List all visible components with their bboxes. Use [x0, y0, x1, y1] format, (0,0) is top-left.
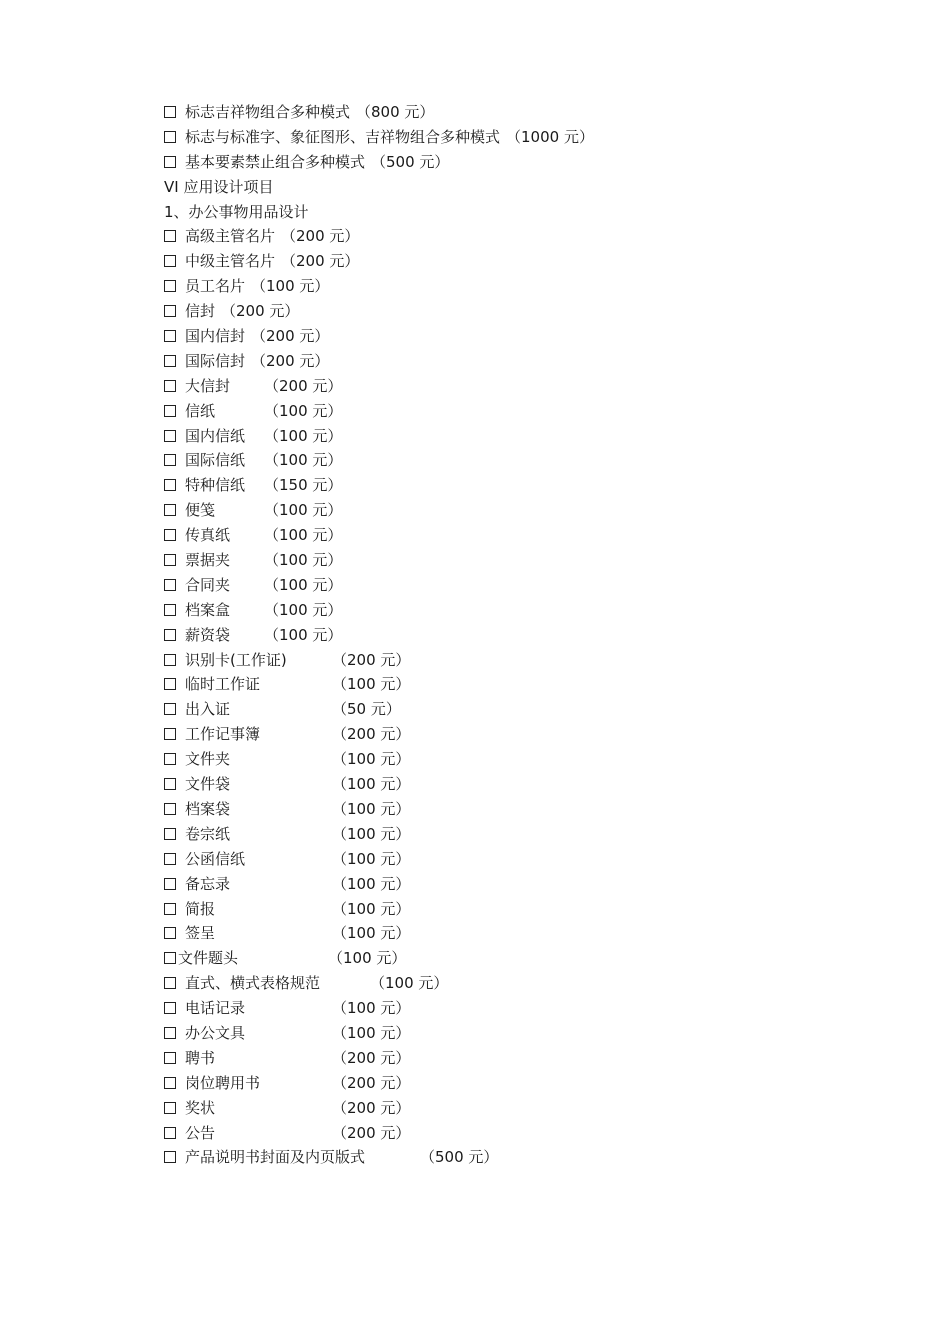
checkbox[interactable]	[164, 1102, 176, 1114]
item-price: （100 元）	[264, 526, 343, 545]
checklist-item	[164, 224, 924, 249]
item-price: （100 元）	[264, 451, 343, 470]
checkbox[interactable]	[164, 1077, 176, 1089]
checklist-item	[164, 523, 924, 548]
section-heading: VI 应用设计项目	[164, 177, 274, 196]
item-price: （100 元）	[332, 849, 411, 868]
item-price: （100 元）	[328, 949, 407, 968]
checkbox[interactable]	[164, 629, 176, 641]
item-label: 特种信纸	[185, 476, 246, 495]
item-price: （100 元）	[332, 874, 411, 893]
item-label: 识别卡(工作证)	[185, 650, 287, 669]
checklist-item	[164, 473, 924, 498]
item-price: （100 元）	[251, 277, 330, 296]
checkbox[interactable]	[164, 479, 176, 491]
checklist-item	[164, 897, 924, 922]
item-price: （200 元）	[332, 725, 411, 744]
checkbox[interactable]	[164, 803, 176, 815]
checklist-item	[164, 772, 924, 797]
checklist-item	[164, 249, 924, 274]
item-label: 备忘录	[185, 874, 231, 893]
item-label: 档案袋	[185, 799, 231, 818]
item-price: （200 元）	[281, 252, 360, 271]
checkbox[interactable]	[164, 330, 176, 342]
checklist-item	[164, 150, 924, 175]
item-price: （200 元）	[332, 1098, 411, 1117]
checkbox[interactable]	[164, 454, 176, 466]
item-price: （200 元）	[221, 302, 300, 321]
item-label: 文件夹	[185, 750, 231, 769]
item-label: 基本要素禁止组合多种模式	[185, 152, 366, 171]
item-price: （200 元）	[332, 1073, 411, 1092]
checklist-item	[164, 374, 924, 399]
checkbox[interactable]	[164, 405, 176, 417]
item-price: （100 元）	[332, 675, 411, 694]
checklist-item	[164, 573, 924, 598]
item-label: 卷宗纸	[185, 824, 231, 843]
item-label: 产品说明书封面及内页版式	[185, 1148, 366, 1167]
item-label: 国内信封	[185, 327, 246, 346]
checkbox[interactable]	[164, 156, 176, 168]
checklist-item	[164, 822, 924, 847]
item-label: 标志吉祥物组合多种模式	[185, 103, 351, 121]
item-label: 传真纸	[185, 526, 231, 545]
item-price: （100 元）	[370, 974, 449, 993]
checkbox[interactable]	[164, 1002, 176, 1014]
item-label: 临时工作证	[185, 675, 261, 694]
checklist-item	[164, 100, 924, 125]
checklist-item	[164, 299, 924, 324]
item-label: 简报	[185, 899, 216, 918]
item-label: 信纸	[185, 401, 216, 420]
checkbox[interactable]	[164, 230, 176, 242]
checkbox[interactable]	[164, 280, 176, 292]
item-price: （1000 元）	[506, 127, 594, 146]
checklist-item	[164, 448, 924, 473]
checklist-item	[164, 424, 924, 449]
checkbox[interactable]	[164, 504, 176, 516]
checklist-item	[164, 921, 924, 946]
checkbox[interactable]	[164, 703, 176, 715]
checkbox[interactable]	[164, 554, 176, 566]
checkbox[interactable]	[164, 728, 176, 740]
checkbox[interactable]	[164, 131, 176, 143]
item-label: 直式、横式表格规范	[185, 974, 321, 993]
item-price: （100 元）	[332, 775, 411, 794]
checkbox[interactable]	[164, 853, 176, 865]
item-label: 电话记录	[185, 999, 246, 1018]
item-label: 薪资袋	[185, 625, 231, 644]
item-price: （200 元）	[251, 327, 330, 346]
checklist-item	[164, 1121, 924, 1146]
checklist-item	[164, 399, 924, 424]
item-price: （200 元）	[332, 650, 411, 669]
item-label: 公函信纸	[185, 849, 246, 868]
item-price: （150 元）	[264, 476, 343, 495]
checklist-item	[164, 847, 924, 872]
checkbox[interactable]	[164, 927, 176, 939]
item-price: （100 元）	[264, 575, 343, 594]
item-price: （200 元）	[281, 227, 360, 246]
item-price: （100 元）	[264, 600, 343, 619]
checklist-item	[164, 349, 924, 374]
checklist-item	[164, 125, 924, 150]
checklist-item	[164, 722, 924, 747]
item-price: （100 元）	[332, 824, 411, 843]
checklist-item	[164, 623, 924, 648]
item-label: 聘书	[185, 1048, 216, 1067]
item-label: 合同夹	[185, 575, 231, 594]
item-label: 岗位聘用书	[185, 1073, 261, 1092]
checklist-item	[164, 946, 924, 971]
item-label: 中级主管名片	[185, 252, 276, 271]
item-label: 国际信纸	[185, 451, 246, 470]
item-price: （100 元）	[332, 899, 411, 918]
document-page	[164, 100, 924, 1170]
section-heading: 1、办公事物用品设计	[164, 202, 309, 221]
checkbox[interactable]	[164, 1027, 176, 1039]
item-price: （100 元）	[264, 501, 343, 520]
checkbox[interactable]	[164, 778, 176, 790]
checkbox[interactable]	[164, 952, 176, 964]
item-label: 公告	[185, 1123, 216, 1142]
checklist-item	[164, 1021, 924, 1046]
item-price: （100 元）	[332, 924, 411, 943]
item-price: （100 元）	[332, 1023, 411, 1042]
item-price: （200 元）	[332, 1123, 411, 1142]
checkbox[interactable]	[164, 255, 176, 267]
item-price: （100 元）	[264, 401, 343, 420]
item-label: 工作记事簿	[185, 725, 261, 744]
item-label: 国际信封	[185, 351, 246, 370]
checklist-item	[164, 598, 924, 623]
checkbox[interactable]	[164, 828, 176, 840]
item-label: 高级主管名片	[185, 227, 276, 246]
checkbox[interactable]	[164, 977, 176, 989]
item-label: 文件题头	[178, 949, 239, 968]
checkbox[interactable]	[164, 1127, 176, 1139]
checkbox[interactable]	[164, 305, 176, 317]
checklist-item	[164, 996, 924, 1021]
item-price: （200 元）	[332, 1048, 411, 1067]
item-label: 出入证	[185, 700, 231, 719]
checklist-item	[164, 872, 924, 897]
item-label: 奖状	[185, 1098, 216, 1117]
checkbox[interactable]	[164, 355, 176, 367]
item-label: 国内信纸	[185, 426, 246, 445]
checklist-item	[164, 697, 924, 722]
item-price: （500 元）	[420, 1148, 499, 1167]
checkbox[interactable]	[164, 106, 176, 118]
item-price: （100 元）	[264, 551, 343, 570]
item-price: （200 元）	[264, 376, 343, 395]
checkbox[interactable]	[164, 430, 176, 442]
checkbox[interactable]	[164, 753, 176, 765]
item-label: 信封	[185, 302, 216, 321]
item-price: （800 元）	[356, 103, 435, 121]
checklist-item	[164, 1145, 924, 1170]
item-label: 档案盒	[185, 600, 231, 619]
checkbox[interactable]	[164, 604, 176, 616]
checkbox[interactable]	[164, 678, 176, 690]
item-label: 文件袋	[185, 775, 231, 794]
checkbox[interactable]	[164, 903, 176, 915]
checklist-item	[164, 648, 924, 673]
checkbox[interactable]	[164, 529, 176, 541]
checklist-item	[164, 498, 924, 523]
checklist-item	[164, 672, 924, 697]
item-price: （50 元）	[332, 700, 401, 719]
item-label: 办公文具	[185, 1023, 246, 1042]
item-label: 票据夹	[185, 551, 231, 570]
item-label: 签呈	[185, 924, 216, 943]
checklist-item	[164, 324, 924, 349]
checkbox[interactable]	[164, 654, 176, 666]
checklist-item	[164, 747, 924, 772]
item-price: （100 元）	[332, 799, 411, 818]
checkbox[interactable]	[164, 579, 176, 591]
checklist-item	[164, 971, 924, 996]
checkbox[interactable]	[164, 878, 176, 890]
checkbox[interactable]	[164, 1151, 176, 1163]
checkbox[interactable]	[164, 380, 176, 392]
item-price: （100 元）	[332, 750, 411, 769]
checklist-item	[164, 797, 924, 822]
checklist-item	[164, 274, 924, 299]
item-price: （100 元）	[332, 999, 411, 1018]
item-label: 标志与标准字、象征图形、吉祥物组合多种模式	[185, 127, 501, 146]
checklist-item	[164, 548, 924, 573]
checklist-item	[164, 1046, 924, 1071]
item-label: 便笺	[185, 501, 216, 520]
item-label: 员工名片	[185, 277, 246, 296]
item-label: 大信封	[185, 376, 231, 395]
item-price: （200 元）	[251, 351, 330, 370]
item-price: （100 元）	[264, 625, 343, 644]
checklist-item	[164, 1071, 924, 1096]
item-price: （500 元）	[371, 152, 450, 171]
checkbox[interactable]	[164, 1052, 176, 1064]
checklist-item	[164, 1096, 924, 1121]
item-price: （100 元）	[264, 426, 343, 445]
